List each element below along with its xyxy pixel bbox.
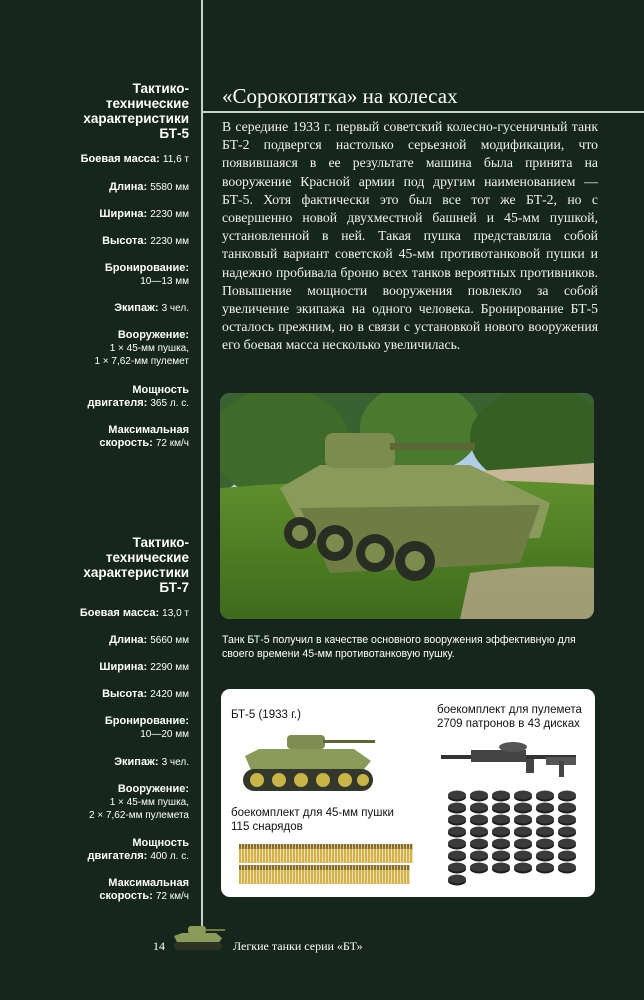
shell	[401, 844, 403, 863]
spec-title-line: Тактико-	[132, 81, 189, 96]
spec-value: 400 л. с.	[150, 851, 189, 862]
ammo-disc	[558, 863, 576, 874]
shell	[332, 844, 334, 863]
shell	[350, 844, 352, 863]
spec-row-width	[0, 661, 189, 674]
spec-value: 1 × 45-мм пушка,	[109, 343, 189, 354]
shell	[323, 844, 325, 863]
spec-row-power	[0, 837, 189, 863]
shell	[350, 865, 352, 884]
shell	[380, 865, 382, 884]
shell	[284, 844, 286, 863]
shell	[242, 865, 244, 884]
shell	[374, 865, 376, 884]
shell	[248, 865, 250, 884]
shell	[359, 865, 361, 884]
tank-side-icon	[239, 731, 379, 796]
shell	[374, 844, 376, 863]
spec-label: скорость:	[99, 890, 153, 902]
shell	[383, 844, 385, 863]
ammo-disc	[514, 791, 532, 802]
spec-value: 365 л. с.	[150, 398, 189, 409]
shell	[290, 844, 292, 863]
ammo-disc	[536, 803, 554, 814]
shell	[272, 865, 274, 884]
spec-value: 1 × 7,62-мм пулемет	[94, 356, 189, 367]
gun-ammo-label-2: 115 снарядов	[231, 821, 303, 833]
shell	[407, 844, 409, 863]
shell	[356, 865, 358, 884]
shell	[341, 865, 343, 884]
ammo-disc	[470, 827, 488, 838]
shell	[329, 844, 331, 863]
shell	[290, 865, 292, 884]
shell	[377, 844, 379, 863]
spec-row-armor	[0, 262, 189, 288]
ammo-disc	[492, 815, 510, 826]
ammo-disc	[558, 815, 576, 826]
shell	[326, 865, 328, 884]
spec-value: 72 км/ч	[155, 891, 189, 902]
ammo-disc	[448, 827, 466, 838]
ammo-disc	[448, 863, 466, 874]
shell	[314, 865, 316, 884]
shell	[359, 844, 361, 863]
ammo-disc	[558, 839, 576, 850]
shell	[362, 844, 364, 863]
shell	[242, 844, 244, 863]
spec-row-mass	[0, 607, 189, 620]
spec-row-crew	[0, 302, 189, 315]
spec-row-length	[0, 181, 189, 194]
shell	[320, 844, 322, 863]
shell	[365, 865, 367, 884]
mg-ammo-label-1: боекомплект для пулемета	[437, 704, 582, 716]
shell	[281, 865, 283, 884]
ammo-disc	[492, 803, 510, 814]
spec-row-speed	[0, 424, 189, 450]
shell	[353, 865, 355, 884]
spec-value: 2290 мм	[150, 662, 189, 673]
shell	[401, 865, 403, 884]
shell	[338, 844, 340, 863]
spec-value: 3 чел.	[161, 303, 189, 314]
shell	[254, 844, 256, 863]
spec-value: 10—13 мм	[140, 276, 189, 287]
shell	[293, 865, 295, 884]
spec-label: двигателя:	[87, 397, 148, 409]
shell	[275, 844, 277, 863]
ammo-disc	[448, 851, 466, 862]
spec-value: 10—20 мм	[140, 729, 189, 740]
shell	[299, 844, 301, 863]
article-title: «Сорокопятка» на колесах	[222, 84, 458, 108]
shell	[317, 865, 319, 884]
spec-row-power	[0, 384, 189, 410]
page-number: 14	[153, 939, 165, 953]
shell	[407, 865, 409, 884]
spec-value: 2 × 7,62-мм пулемета	[88, 810, 189, 821]
shell	[383, 865, 385, 884]
spec-label: Экипаж:	[114, 302, 159, 314]
shell	[335, 865, 337, 884]
tank-photo-illustration	[220, 393, 594, 619]
shell	[275, 865, 277, 884]
spec-label: Максимальная	[108, 424, 189, 436]
spec-row-armament	[0, 329, 189, 368]
shell	[320, 865, 322, 884]
ammo-disc	[536, 815, 554, 826]
specs-sidebar	[0, 0, 200, 1000]
spec-title-line: Тактико-	[132, 535, 189, 550]
shell	[344, 844, 346, 863]
ammo-disc	[514, 851, 532, 862]
spec-title-bt7	[83, 535, 189, 595]
ammo-disc	[536, 791, 554, 802]
shell	[305, 844, 307, 863]
spec-label: Длина:	[109, 181, 148, 193]
ammo-disc	[470, 851, 488, 862]
spec-label: Высота:	[102, 235, 148, 247]
spec-title-line: технические	[105, 96, 189, 111]
ammo-disc	[558, 851, 576, 862]
spec-value: 13,0 т	[162, 608, 189, 619]
shell	[311, 865, 313, 884]
spec-value: 2230 мм	[150, 236, 189, 247]
spec-row-width	[0, 208, 189, 221]
shell	[287, 844, 289, 863]
ammo-disc	[470, 863, 488, 874]
shell	[284, 865, 286, 884]
spec-value: 2230 мм	[150, 209, 189, 220]
shell	[248, 844, 250, 863]
ammo-disc	[448, 803, 466, 814]
shell	[371, 865, 373, 884]
ammo-panel	[221, 689, 595, 897]
ammo-disc	[536, 863, 554, 874]
machine-gun-icon	[441, 741, 581, 779]
ammo-disc	[492, 863, 510, 874]
shell	[341, 844, 343, 863]
spec-row-length	[0, 634, 189, 647]
ammo-disc	[514, 815, 532, 826]
spec-label: Высота:	[102, 688, 148, 700]
spec-title-bt5	[83, 81, 189, 141]
spec-row-speed	[0, 877, 189, 903]
shell-rows	[239, 844, 414, 886]
shell	[305, 865, 307, 884]
spec-row-mass	[0, 153, 189, 166]
title-rule	[203, 111, 644, 113]
spec-label: Максимальная	[108, 877, 189, 889]
shell	[392, 865, 394, 884]
shell	[338, 865, 340, 884]
ammo-disc	[470, 839, 488, 850]
ammo-disc	[536, 827, 554, 838]
ammo-disc	[514, 827, 532, 838]
shell	[296, 865, 298, 884]
ammo-disc	[558, 827, 576, 838]
ammo-disc	[558, 791, 576, 802]
shell	[278, 844, 280, 863]
shell	[302, 844, 304, 863]
spec-label: Ширина:	[99, 661, 148, 673]
shell	[326, 844, 328, 863]
spec-label: двигателя:	[87, 850, 148, 862]
spec-row-armor	[0, 715, 189, 741]
shell	[251, 865, 253, 884]
spec-value: 5580 мм	[150, 182, 189, 193]
spec-value: 5660 мм	[150, 635, 189, 646]
shell	[299, 865, 301, 884]
ammo-disc	[558, 803, 576, 814]
shell	[245, 844, 247, 863]
shell	[317, 844, 319, 863]
shell	[410, 844, 412, 863]
shell	[251, 844, 253, 863]
shell	[371, 844, 373, 863]
shell	[389, 865, 391, 884]
spec-label: Вооружение:	[117, 783, 189, 795]
shell	[266, 844, 268, 863]
shell	[398, 844, 400, 863]
spec-row-crew	[0, 756, 189, 769]
series-title: Легкие танки серии «БТ»	[233, 939, 363, 953]
shell	[311, 844, 313, 863]
shell	[239, 844, 241, 863]
spec-value: 72 км/ч	[155, 438, 189, 449]
spec-label: Мощность	[132, 384, 189, 396]
shell	[287, 865, 289, 884]
spec-title-line: БТ-7	[159, 580, 189, 595]
spec-label: Бронирование:	[104, 262, 189, 274]
shell	[347, 844, 349, 863]
spec-value: 2420 мм	[150, 689, 189, 700]
ammo-disc	[492, 827, 510, 838]
shell	[263, 865, 265, 884]
shell	[257, 844, 259, 863]
shell	[254, 865, 256, 884]
spec-row-height	[0, 688, 189, 701]
ammo-disc	[514, 803, 532, 814]
spec-label: Боевая масса:	[80, 153, 160, 165]
mg-ammo-label-2: 2709 патронов в 43 дисках	[437, 718, 580, 730]
shell	[239, 865, 241, 884]
spec-row-armament	[0, 783, 189, 822]
shell	[347, 865, 349, 884]
shell	[245, 865, 247, 884]
ammo-disc	[536, 839, 554, 850]
shell	[380, 844, 382, 863]
spec-row-height	[0, 235, 189, 248]
ammo-disc	[470, 791, 488, 802]
shell	[368, 865, 370, 884]
tank-model-label: БТ-5 (1933 г.)	[231, 709, 301, 721]
ammo-disc	[492, 851, 510, 862]
spec-label: Вооружение:	[117, 329, 189, 341]
shell	[293, 844, 295, 863]
spec-label: Экипаж:	[114, 756, 159, 768]
spec-label: Бронирование:	[104, 715, 189, 727]
shell	[389, 844, 391, 863]
ammo-disc	[536, 851, 554, 862]
spec-label: Мощность	[132, 837, 189, 849]
shell	[323, 865, 325, 884]
shell	[392, 844, 394, 863]
shell	[386, 844, 388, 863]
shell	[281, 844, 283, 863]
spec-label: Ширина:	[99, 208, 148, 220]
shell	[332, 865, 334, 884]
ammo-disc	[514, 863, 532, 874]
shell	[344, 865, 346, 884]
tank-photo	[220, 393, 594, 619]
ammo-disc	[470, 815, 488, 826]
ammo-disc	[470, 803, 488, 814]
shell	[356, 844, 358, 863]
shell	[368, 844, 370, 863]
shell	[377, 865, 379, 884]
mg-disc-grid	[447, 789, 587, 889]
shell	[260, 865, 262, 884]
shell	[269, 844, 271, 863]
shell	[314, 844, 316, 863]
spec-label: скорость:	[99, 437, 153, 449]
ammo-disc	[448, 875, 466, 886]
shell	[272, 844, 274, 863]
ammo-disc	[492, 791, 510, 802]
ammo-disc	[448, 839, 466, 850]
ammo-disc	[514, 839, 532, 850]
shell	[296, 844, 298, 863]
spec-title-line: технические	[105, 550, 189, 565]
spec-title-line: БТ-5	[159, 126, 189, 141]
ammo-disc	[448, 815, 466, 826]
gun-ammo-label-1: боекомплект для 45-мм пушки	[231, 807, 394, 819]
shell	[404, 865, 406, 884]
shell	[365, 844, 367, 863]
ammo-disc	[448, 791, 466, 802]
shell	[269, 865, 271, 884]
shell	[257, 865, 259, 884]
spec-value: 11,6 т	[162, 154, 189, 165]
spec-label: Боевая масса:	[79, 607, 160, 619]
column-divider	[201, 0, 203, 935]
shell	[278, 865, 280, 884]
spec-label: Длина:	[109, 634, 148, 646]
spec-value: 1 × 45-мм пушка,	[109, 797, 189, 808]
shell	[260, 844, 262, 863]
tank-footer-icon	[172, 922, 226, 952]
shell	[353, 844, 355, 863]
spec-value: 3 чел.	[161, 757, 189, 768]
photo-caption: Танк БТ-5 получил в качестве основного вооружения эффективную для своего времени 45-мм противотанковую пушку.	[222, 634, 576, 660]
shell	[263, 844, 265, 863]
shell	[398, 865, 400, 884]
spec-title-line: характеристики	[83, 111, 189, 126]
shell	[266, 865, 268, 884]
ammo-disc	[492, 839, 510, 850]
spec-title-line: характеристики	[83, 565, 189, 580]
shell	[386, 865, 388, 884]
shell	[404, 844, 406, 863]
shell	[308, 865, 310, 884]
shell	[395, 844, 397, 863]
shell	[335, 844, 337, 863]
shell	[395, 865, 397, 884]
article-body: В середине 1933 г. первый советский колесно-гусеничный танк БТ-2 подвергся настолько серьезной модификации, что появившаяся в ее результате машина была принята на вооружение Красной армии под другим наименованием — БТ-5. Хотя фактически это был все тот же БТ-2, но с совершенно новой двухместной башней и 45-мм пушкой, установленной в ней. Такая пушка представляла собой танковый вариант советской 45-мм противотанковой пушки и надежно пробивала броню всех танков вероятных противников. Повышение мощности вооружения повлекло за собой увеличение экипажа на одного человека. Бронирование БТ-5 осталось прежним, но в связи с установкой нового вооружения его боевая масса несколько увеличилась.	[222, 119, 598, 353]
shell	[362, 865, 364, 884]
shell	[308, 844, 310, 863]
shell	[329, 865, 331, 884]
shell	[302, 865, 304, 884]
